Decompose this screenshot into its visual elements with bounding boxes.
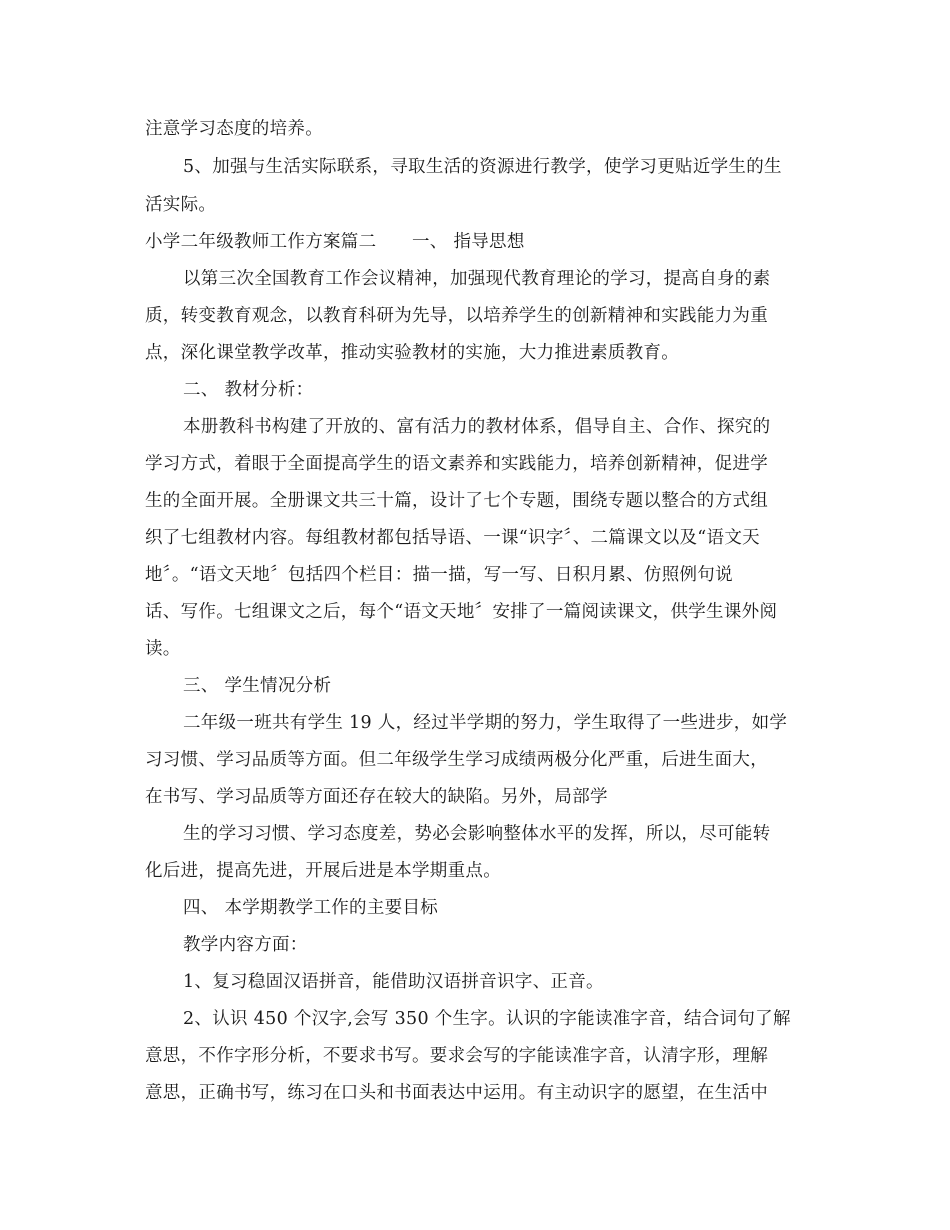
text-line: 5、加强与生活实际联系，寻取生活的资源进行教学，使学习更贴近学生的生 bbox=[183, 157, 782, 177]
text-line: 习习惯、学习品质等方面。但二年级学生学习成绩两极分化严重，后进生面大， bbox=[145, 750, 768, 770]
text-line: 化后进，提高先进，开展后进是本学期重点。 bbox=[145, 861, 501, 881]
text-line: 意思，不作字形分析，不要求书写。要求会写的字能读准字音，认清字形，理解 bbox=[145, 1046, 768, 1066]
text-line: 注意学习态度的培养。 bbox=[145, 119, 323, 139]
section-heading: 二、 教材分析： bbox=[183, 380, 314, 400]
text-line: 活实际。 bbox=[145, 195, 217, 215]
text-line: 话、写作。七组课文之后，每个“语文天地〞安排了一篇阅读课文，供学生课外阅 bbox=[145, 602, 778, 622]
text-line: 二年级一班共有学生 19 人，经过半学期的努力，学生取得了一些进步，如学 bbox=[183, 713, 788, 733]
text-line: 本册教科书构建了开放的、富有活力的教材体系，倡导自主、合作、探究的 bbox=[183, 417, 771, 437]
text-line: 2、认识 450 个汉字,会写 350 个生字。认识的字能读准字音，结合词句了解 bbox=[183, 1009, 791, 1029]
section-heading: 小学二年级教师工作方案篇二 一、 指导思想 bbox=[145, 232, 525, 252]
section-heading: 三、 学生情况分析 bbox=[183, 676, 332, 696]
text-line: 读。 bbox=[145, 639, 181, 659]
text-line: 学习方式，着眼于全面提高学生的语文素养和实践能力，培养创新精神，促进学 bbox=[145, 454, 768, 474]
text-line: 教学内容方面： bbox=[183, 935, 308, 955]
text-line: 点，深化课堂教学改革，推动实验教材的实施，大力推进素质教育。 bbox=[145, 343, 679, 363]
text-line: 质，转变教育观念，以教育科研为先导，以培养学生的创新精神和实践能力为重 bbox=[145, 306, 768, 326]
text-line: 地〞。“语文天地〞包括四个栏目：描一描，写一写、日积月累、仿照例句说 bbox=[145, 565, 733, 585]
section-heading: 四、 本学期教学工作的主要目标 bbox=[183, 898, 439, 918]
text-line: 以第三次全国教育工作会议精神，加强现代教育理论的学习，提高自身的素 bbox=[183, 269, 771, 289]
text-line: 生的学习习惯、学习态度差，势必会影响整体水平的发挥，所以，尽可能转 bbox=[183, 824, 771, 844]
text-line: 意思，正确书写，练习在口头和书面表达中运用。有主动识字的愿望，在生活中 bbox=[145, 1083, 768, 1103]
text-line: 织了七组教材内容。每组教材都包括导语、一课“识字〞、二篇课文以及“语文天 bbox=[145, 528, 760, 548]
text-line: 在书写、学习品质等方面还存在较大的缺陷。另外，局部学 bbox=[145, 787, 608, 807]
text-line: 1、复习稳固汉语拼音，能借助汉语拼音识字、正音。 bbox=[183, 972, 604, 992]
text-line: 生的全面开展。全册课文共三十篇，设计了七个专题，围绕专题以整合的方式组 bbox=[145, 491, 768, 511]
